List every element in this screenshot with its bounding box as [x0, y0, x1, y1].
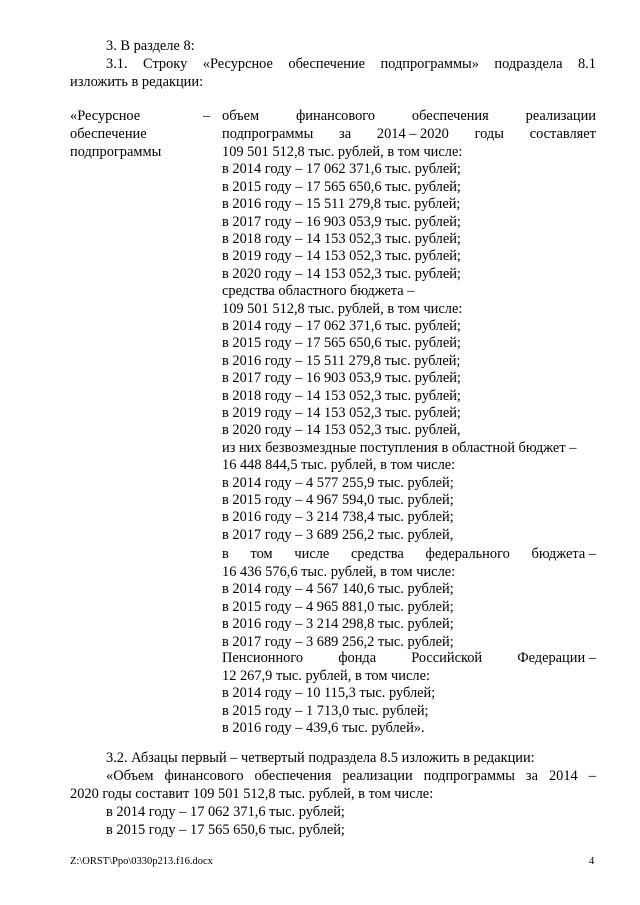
resource-a-line: в 2016 году – 15 511 279,8 тыс. рублей; [222, 352, 461, 369]
resource-c-line: 12 267,9 тыс. рублей, в том числе: [222, 668, 430, 684]
section-heading: 3. В разделе 8: [106, 38, 195, 54]
pension-fund-line [222, 650, 596, 668]
resource-a-line: в 2019 году – 14 153 052,3 тыс. рублей; [222, 248, 461, 265]
resource-second-word: годы [474, 126, 504, 142]
resource-second-word: подпрограммы [222, 126, 314, 142]
item-3-2-line-1: 3.2. Абзацы первый – четвертый подраздела 8.5 изложить в редакции: [106, 750, 535, 766]
resource-a-line: 109 501 512,8 тыс. рублей, в том числе: [222, 144, 463, 160]
federal-word: том [250, 546, 273, 562]
item-3-2-word: – [588, 768, 596, 784]
resource-label-line-3: подпрограммы [70, 144, 162, 160]
resource-a-line: в 2017 году – 16 903 053,9 тыс. рублей; [222, 213, 461, 230]
item-3-2-word: подпрограммы [423, 768, 515, 784]
resource-label-line-2: обеспечение [70, 126, 147, 142]
item-3-1-line-1 [106, 56, 596, 74]
resource-text-line-2 [222, 126, 596, 144]
resource-b-line: в 2015 году – 4 965 881,0 тыс. рублей; [222, 598, 454, 615]
resource-a-line: в 2016 году – 15 511 279,8 тыс. рублей; [222, 196, 461, 213]
resource-label-dash: – [203, 108, 211, 124]
item-3-1-word: Строку [143, 56, 188, 72]
resource-a-line: в 2015 году – 4 967 594,0 тыс. рублей; [222, 492, 454, 508]
item-3-1-word: подпрограммы» [380, 56, 479, 72]
resource-a-line: в 2017 году – 16 903 053,9 тыс. рублей; [222, 370, 461, 387]
resource-a-line: 109 501 512,8 тыс. рублей, в том числе: [222, 300, 463, 317]
federal-word: бюджета – [531, 546, 596, 562]
item-3-2-word: 2014 [548, 768, 578, 784]
pension-word: фонда [338, 650, 377, 666]
resource-b-line: в 2017 году – 3 689 256,2 тыс. рублей; [222, 633, 454, 650]
resource-a-line: в 2020 году – 14 153 052,3 тыс. рублей; [222, 265, 461, 282]
resource-a-line: из них безвозмездные поступления в областной бюджет – [222, 439, 577, 456]
resource-a-line: в 2018 году – 14 153 052,3 тыс. рублей; [222, 231, 461, 247]
resource-first-word: объем [222, 108, 260, 124]
footer-file-path: Z:\ORST\Ppo\0330p213.f16.docx [70, 856, 213, 867]
resource-text-line-1 [222, 108, 596, 126]
resource-a-line: в 2014 году – 17 062 371,6 тыс. рублей; [222, 161, 461, 178]
item-3-2-line-2 [106, 768, 596, 786]
resource-a-line: в 2014 году – 17 062 371,6 тыс. рублей; [222, 318, 461, 334]
resource-first-word: финансового [295, 108, 376, 124]
resource-a-line: в 2015 году – 17 565 650,6 тыс. рублей; [222, 335, 461, 352]
federal-word: средства [351, 546, 404, 562]
item-3-2-word: за [525, 768, 538, 784]
resource-label-line-1: «Ресурсное [70, 108, 141, 124]
resource-a-line: в 2014 году – 4 577 255,9 тыс. рублей; [222, 474, 454, 491]
resource-second-word: составляет [529, 126, 596, 142]
item-3-2-word: обеспечения [254, 768, 332, 784]
resource-c-line: в 2014 году – 10 115,3 тыс. рублей; [222, 685, 436, 702]
resource-first-word: обеспечения [411, 108, 489, 124]
resource-c-line: в 2015 году – 1 713,0 тыс. рублей; [222, 702, 429, 719]
pension-word: Российской [411, 650, 483, 666]
pension-word: Федерации – [517, 650, 596, 666]
resource-a-line: средства областного бюджета – [222, 283, 415, 300]
pension-word: Пенсионного [222, 650, 304, 666]
resource-a-line: 16 448 844,5 тыс. рублей, в том числе: [222, 457, 456, 474]
resource-b-line: 16 436 576,6 тыс. рублей, в том числе: [222, 564, 456, 580]
item-3-1-word: подраздела [494, 56, 563, 72]
item-3-2-line-3: 2020 годы составит 109 501 512,8 тыс. рублей, в том числе: [70, 786, 434, 802]
item-3-2-word: «Объем [106, 768, 154, 784]
item-3-2-word: финансового [164, 768, 244, 784]
resource-b-line: в 2016 году – 3 214 298,8 тыс. рублей; [222, 616, 454, 633]
footer-page-number: 4 [589, 856, 595, 867]
resource-b-line: в 2014 году – 4 567 140,6 тыс. рублей; [222, 581, 454, 598]
item-3-2-word: реализации [342, 768, 413, 784]
item-3-1-word: обеспечение [288, 56, 366, 72]
resource-a-line: в 2017 году – 3 689 256,2 тыс. рублей, [222, 526, 454, 543]
federal-word: в [222, 546, 229, 562]
federal-word: федерального [425, 546, 510, 562]
item-3-1-line-2: изложить в редакции: [70, 74, 204, 90]
resource-a-line: в 2015 году – 17 565 650,6 тыс. рублей; [222, 178, 461, 195]
federal-budget-line [222, 546, 596, 564]
federal-word: числе [294, 546, 330, 562]
resource-first-word: реализации [525, 108, 596, 124]
resource-a-line: в 2019 году – 14 153 052,3 тыс. рублей; [222, 405, 461, 421]
resource-a-line: в 2020 году – 14 153 052,3 тыс. рублей, [222, 422, 461, 439]
item-3-1-word: 3.1. [106, 56, 128, 72]
item-3-2-line-5: в 2015 году – 17 565 650,6 тыс. рублей; [106, 822, 345, 838]
item-3-1-word: «Ресурсное [202, 56, 273, 72]
resource-second-word: за [339, 126, 352, 142]
item-3-1-word: 8.1 [577, 56, 596, 72]
resource-second-word: 2014 – 2020 [376, 126, 449, 142]
item-3-2-line-4: в 2014 году – 17 062 371,6 тыс. рублей; [106, 804, 345, 820]
resource-a-line: в 2016 году – 3 214 738,4 тыс. рублей; [222, 509, 454, 526]
resource-a-line: в 2018 году – 14 153 052,3 тыс. рублей; [222, 387, 461, 404]
resource-c-line: в 2016 году – 439,6 тыс. рублей». [222, 720, 425, 737]
